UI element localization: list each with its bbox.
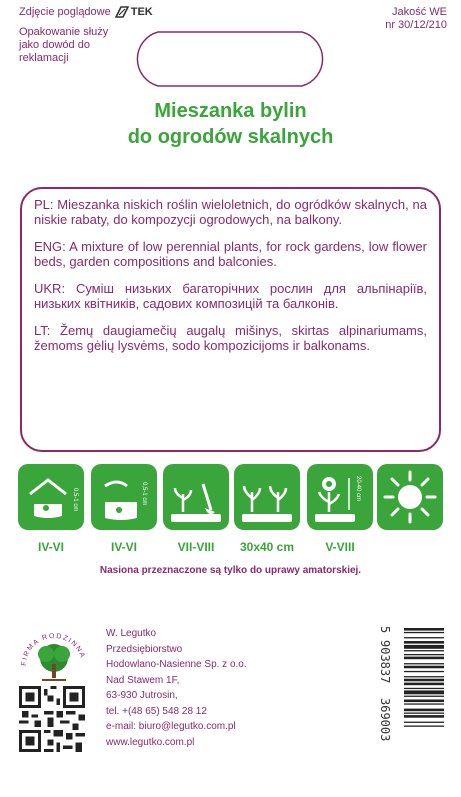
brand-logo (115, 6, 153, 18)
company-email: e-mail: biuro@legutko.com.pl (106, 721, 236, 732)
leaf-icon (115, 6, 129, 18)
hang-slot (128, 30, 332, 88)
pictogram-label-5: V-VIII (325, 540, 355, 554)
barcode-bar (404, 696, 444, 697)
packaging-note: Opakowanie służy jako dowód do reklamacji (19, 26, 109, 64)
barcode-bar (404, 657, 444, 660)
barcode-bar (404, 683, 444, 686)
barcode-digit-first: 5 (378, 626, 392, 634)
barcode-bar (404, 703, 444, 704)
description-box (20, 187, 441, 452)
barcode-bar (404, 700, 444, 703)
outdoor-sowing-icon (91, 464, 157, 530)
barcode-bar (404, 663, 444, 664)
batch-number: nr 30/12/210 (385, 19, 447, 31)
barcode-bar (404, 654, 444, 655)
description-ukr: UKR: Суміш низьких багаторічних рослин для альпінаріїв, низьких квітників, садових композицій та балконів. (34, 281, 427, 311)
barcode-group-1: 903837 (378, 640, 392, 684)
description-eng: ENG: A mixture of low perennial plants, for rock gardens, low flower beds, garden compositions and balconies. (34, 239, 427, 269)
family-company-badge (18, 622, 90, 688)
barcode-bar (404, 666, 444, 669)
barcode-bar (404, 679, 444, 682)
full-sun-icon (377, 464, 443, 530)
badge-text: FIRMA RODZINNA (20, 632, 87, 667)
brand-name: TEK (130, 6, 153, 18)
pictogram-label-2: IV-VI (110, 540, 137, 554)
barcode-bar (404, 632, 444, 633)
company-line: W. Legutko (106, 628, 157, 639)
barcode-group-2: 369003 (378, 698, 392, 742)
description-pl: PL: Mieszanka niskich roślin wieloletnich, do ogródków skalnych, na niskie rabaty, do kompozycji ogrodowych, na balkony. (34, 197, 427, 227)
preview-label-row (19, 6, 153, 18)
barcode-bar (404, 690, 444, 694)
description-lt: LT: Žemų daugiamečių augalų mišinys, skirtas alpinariumams, žemoms gėlių lysvėms, sodo kompozicijoms ir balkonams. (34, 323, 427, 353)
barcode-bar (404, 713, 444, 714)
barcode-bar (404, 709, 444, 712)
quality-label: Jakość WE (391, 6, 447, 18)
product-title (0, 98, 461, 150)
barcode-bar (404, 715, 444, 718)
pictogram-label-3: VII-VIII (177, 540, 215, 554)
company-phone: tel. +(48 65) 548 28 12 (106, 705, 207, 717)
barcode (386, 624, 446, 758)
spacing-icon (234, 464, 300, 530)
preview-label: Zdjęcie poglądowe (19, 6, 111, 18)
company-website: www.legutko.com.pl (106, 736, 195, 748)
barcode-bar (404, 637, 444, 638)
pictogram-label-1: IV-VI (37, 540, 64, 554)
flowering-icon (307, 464, 373, 530)
qr-code (19, 686, 85, 752)
title-line-1: Mieszanka bylin (154, 100, 307, 122)
barcode-bar (404, 722, 444, 723)
company-line: Hodowlano-Nasienne Sp. z o.o. (106, 659, 247, 670)
barcode-bar (404, 688, 444, 689)
barcode-bar (404, 650, 444, 651)
depth-label-1: 0,5-1 cm (72, 488, 78, 512)
barcode-bar (404, 671, 444, 672)
amateur-use-note: Nasiona przeznaczone są tylko do uprawy amatorskiej. (99, 565, 362, 576)
company-line: Nad Stawem 1F, (106, 674, 180, 686)
depth-label-2: 0,5-1 cm (141, 482, 147, 506)
company-line: 63-930 Jutrosin, (106, 690, 178, 701)
barcode-bar (404, 676, 444, 677)
barcode-bar (404, 726, 444, 727)
title-line-2: do ogrodów skalnych (127, 126, 334, 148)
company-address (106, 626, 247, 750)
barcode-bar (404, 628, 444, 631)
pictogram-label-4: 30x40 cm (239, 540, 295, 554)
indoor-sowing-icon (18, 464, 84, 530)
company-line: Przedsiębiorstwo (106, 643, 183, 655)
barcode-bar (404, 645, 444, 649)
barcode-bar (404, 641, 444, 644)
quality-block (385, 6, 447, 32)
height-label: 20-40 cm (355, 476, 361, 502)
transplanting-icon (163, 464, 229, 530)
